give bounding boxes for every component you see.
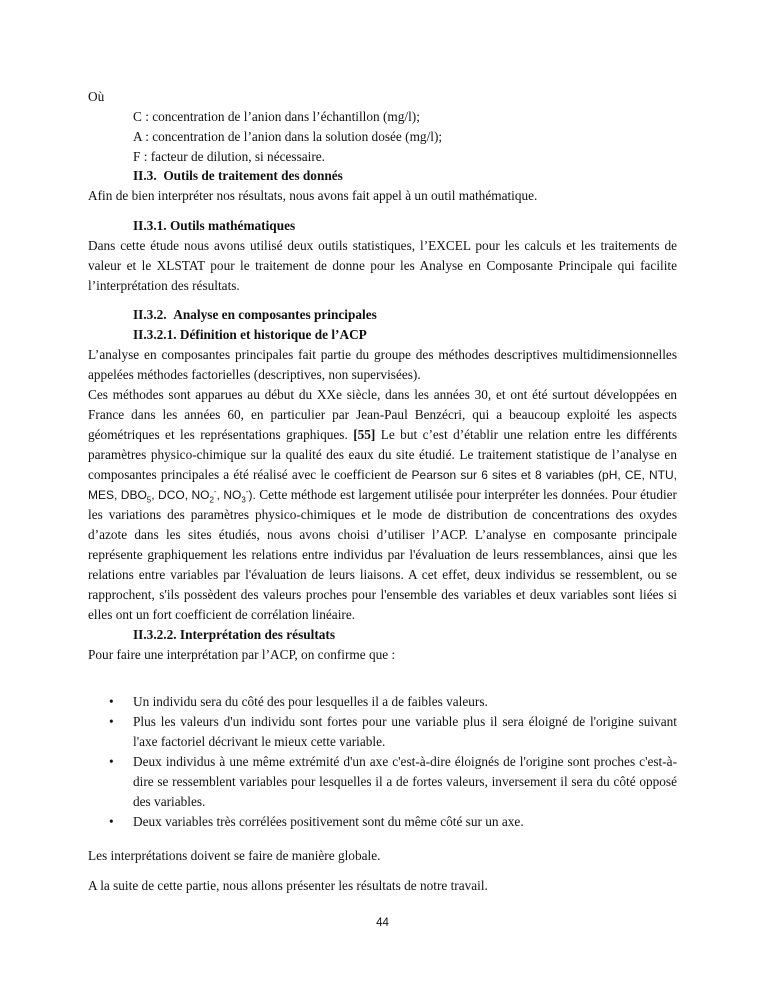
closing-line-2: A la suite de cette partie, nous allons présenter les résultats de notre travail. <box>88 878 488 893</box>
section-2-3 <box>88 166 677 206</box>
heading-2-3-2 <box>88 305 677 325</box>
citation-ref: [55] <box>353 427 376 442</box>
list-item <box>88 692 677 712</box>
acp-paragraph-1: L’analyse en composantes principales fait partie du groupe des méthodes descriptives multidimensionnelles appelées méthodes factorielles (descriptives, non supervisées). <box>88 347 677 382</box>
closing-line-1: Les interprétations doivent se faire de manière globale. <box>88 848 381 863</box>
heading-2-3-number: II.3. <box>133 168 157 183</box>
heading-2-3-2-number: II.3.2. <box>133 307 167 322</box>
bullet-icon: • <box>109 754 114 769</box>
bullet-text: Deux variables très corrélées positivement sont du même côté sur un axe. <box>133 814 524 829</box>
no3-subscript: 3 <box>241 495 246 505</box>
section-2-3-text: Afin de bien interpréter nos résultats, nous avons fait appel à un outil mathématique. <box>88 188 538 203</box>
heading-2-3-title: Outils de traitement des donnés <box>163 168 343 183</box>
acp-p2-part-g: Cette méthode est largement utilisée pour interpréter les données. Pour étudier les variations des paramètres physico-chimiques et le mode de distribution de concentrations des oxydes d’azote dans les sites étudiés, nous avons choisi d’utiliser l’ACP. L’analyse en composante principale représente graphiquement les relations entre individus par l'évaluation de leurs ressemblances, ainsi que les relations entre variables par l'évaluation de leurs liaisons. A cet effet, deux individus se ressemblent, ou se rapprochent, s'ils possèdent des valeurs proches pour l'ensemble des variables et deux variables sont liées si elles ont un fort coefficient de corrélation linéaire. <box>88 487 677 622</box>
definition-c: C : concentration de l’anion dans l’échantillon (mg/l); <box>133 109 420 124</box>
interpretation-intro: Pour faire une interprétation par l’ACP, on confirme que : <box>88 647 396 662</box>
heading-2-3-2-title: Analyse en composantes principales <box>173 307 377 322</box>
acp-p2-part-e: , NO <box>216 488 242 502</box>
intro-block <box>88 87 677 167</box>
bullet-list <box>88 692 677 832</box>
acp-p2-part-a: Ces méthodes sont apparues au début du XXe siècle, dans les années 30, et ont été surtout développées en France dans les années 60, en particulier par Jean-Paul Benzécri, qui a beaucoup exploité les aspects géométriques et les représentations graphiques. <box>88 387 677 442</box>
no2-subscript: 2 <box>209 495 214 505</box>
acp-paragraph-2 <box>88 385 677 625</box>
bullet-icon: • <box>109 714 114 729</box>
no3-superscript: - <box>245 487 249 496</box>
list-item <box>88 752 677 812</box>
bullet-icon: • <box>109 694 114 709</box>
page-number: 44 <box>376 917 389 929</box>
heading-2-3 <box>88 166 677 186</box>
bullet-icon: • <box>109 814 114 829</box>
no2-superscript: - <box>213 487 217 496</box>
section-2-3-1-text: Dans cette étude nous avons utilisé deux outils statistiques, l’EXCEL pour les calculs et les traitements de valeur et le XLSTAT pour le traitement de donne pour les Analyse en Composante Principale qui facilite l’interprétation des résultats. <box>88 238 677 293</box>
list-item <box>88 812 677 832</box>
acp-p2-part-d: , DCO, NO <box>151 488 210 502</box>
intro-ou: Où <box>88 89 105 104</box>
definition-f: F : facteur de dilution, si nécessaire. <box>133 149 326 164</box>
dbo-subscript: 5 <box>146 495 152 505</box>
heading-2-3-1: II.3.1. Outils mathématiques <box>133 218 296 233</box>
acp-p2-part-f: ). <box>248 488 256 502</box>
section-2-3-1 <box>88 216 677 296</box>
definition-a: A : concentration de l’anion dans la solution dosée (mg/l); <box>133 129 443 144</box>
list-item <box>88 712 677 752</box>
section-2-3-2 <box>88 305 677 665</box>
heading-2-3-2-2: II.3.2.2. Interprétation des résultats <box>133 627 336 642</box>
bullet-text: Un individu sera du côté des pour lesquelles il a de faibles valeurs. <box>133 694 488 709</box>
interpretation-bullets <box>88 692 677 832</box>
bullet-text: Plus les valeurs d'un individu sont fortes pour une variable plus il sera éloigné de l'origine suivant l'axe factoriel décrivant le mieux cette variable. <box>133 714 677 749</box>
acp-p2-part-b: Le but c’est d’établir une relation entre les différents paramètres physico-chimique sur la qualité des eaux du site étudié. Le traitement statistique de l’analyse en composantes principales a été réalisé avec le coefficient de <box>88 427 677 482</box>
bullet-text: Deux individus à une même extrémité d'un axe c'est-à-dire éloignés de l'origine sont proches c'est-à-dire se ressemblent variables pour lesquelles il a de fortes valeurs, inversement il sera du côté opposé des variables. <box>133 754 677 809</box>
acp-p2-part-c: Pearson sur 6 sites et 8 variables (pH, CE, NTU, MES, DBO <box>88 468 677 502</box>
heading-2-3-2-1: II.3.2.1. Définition et historique de l’ACP <box>133 327 367 342</box>
